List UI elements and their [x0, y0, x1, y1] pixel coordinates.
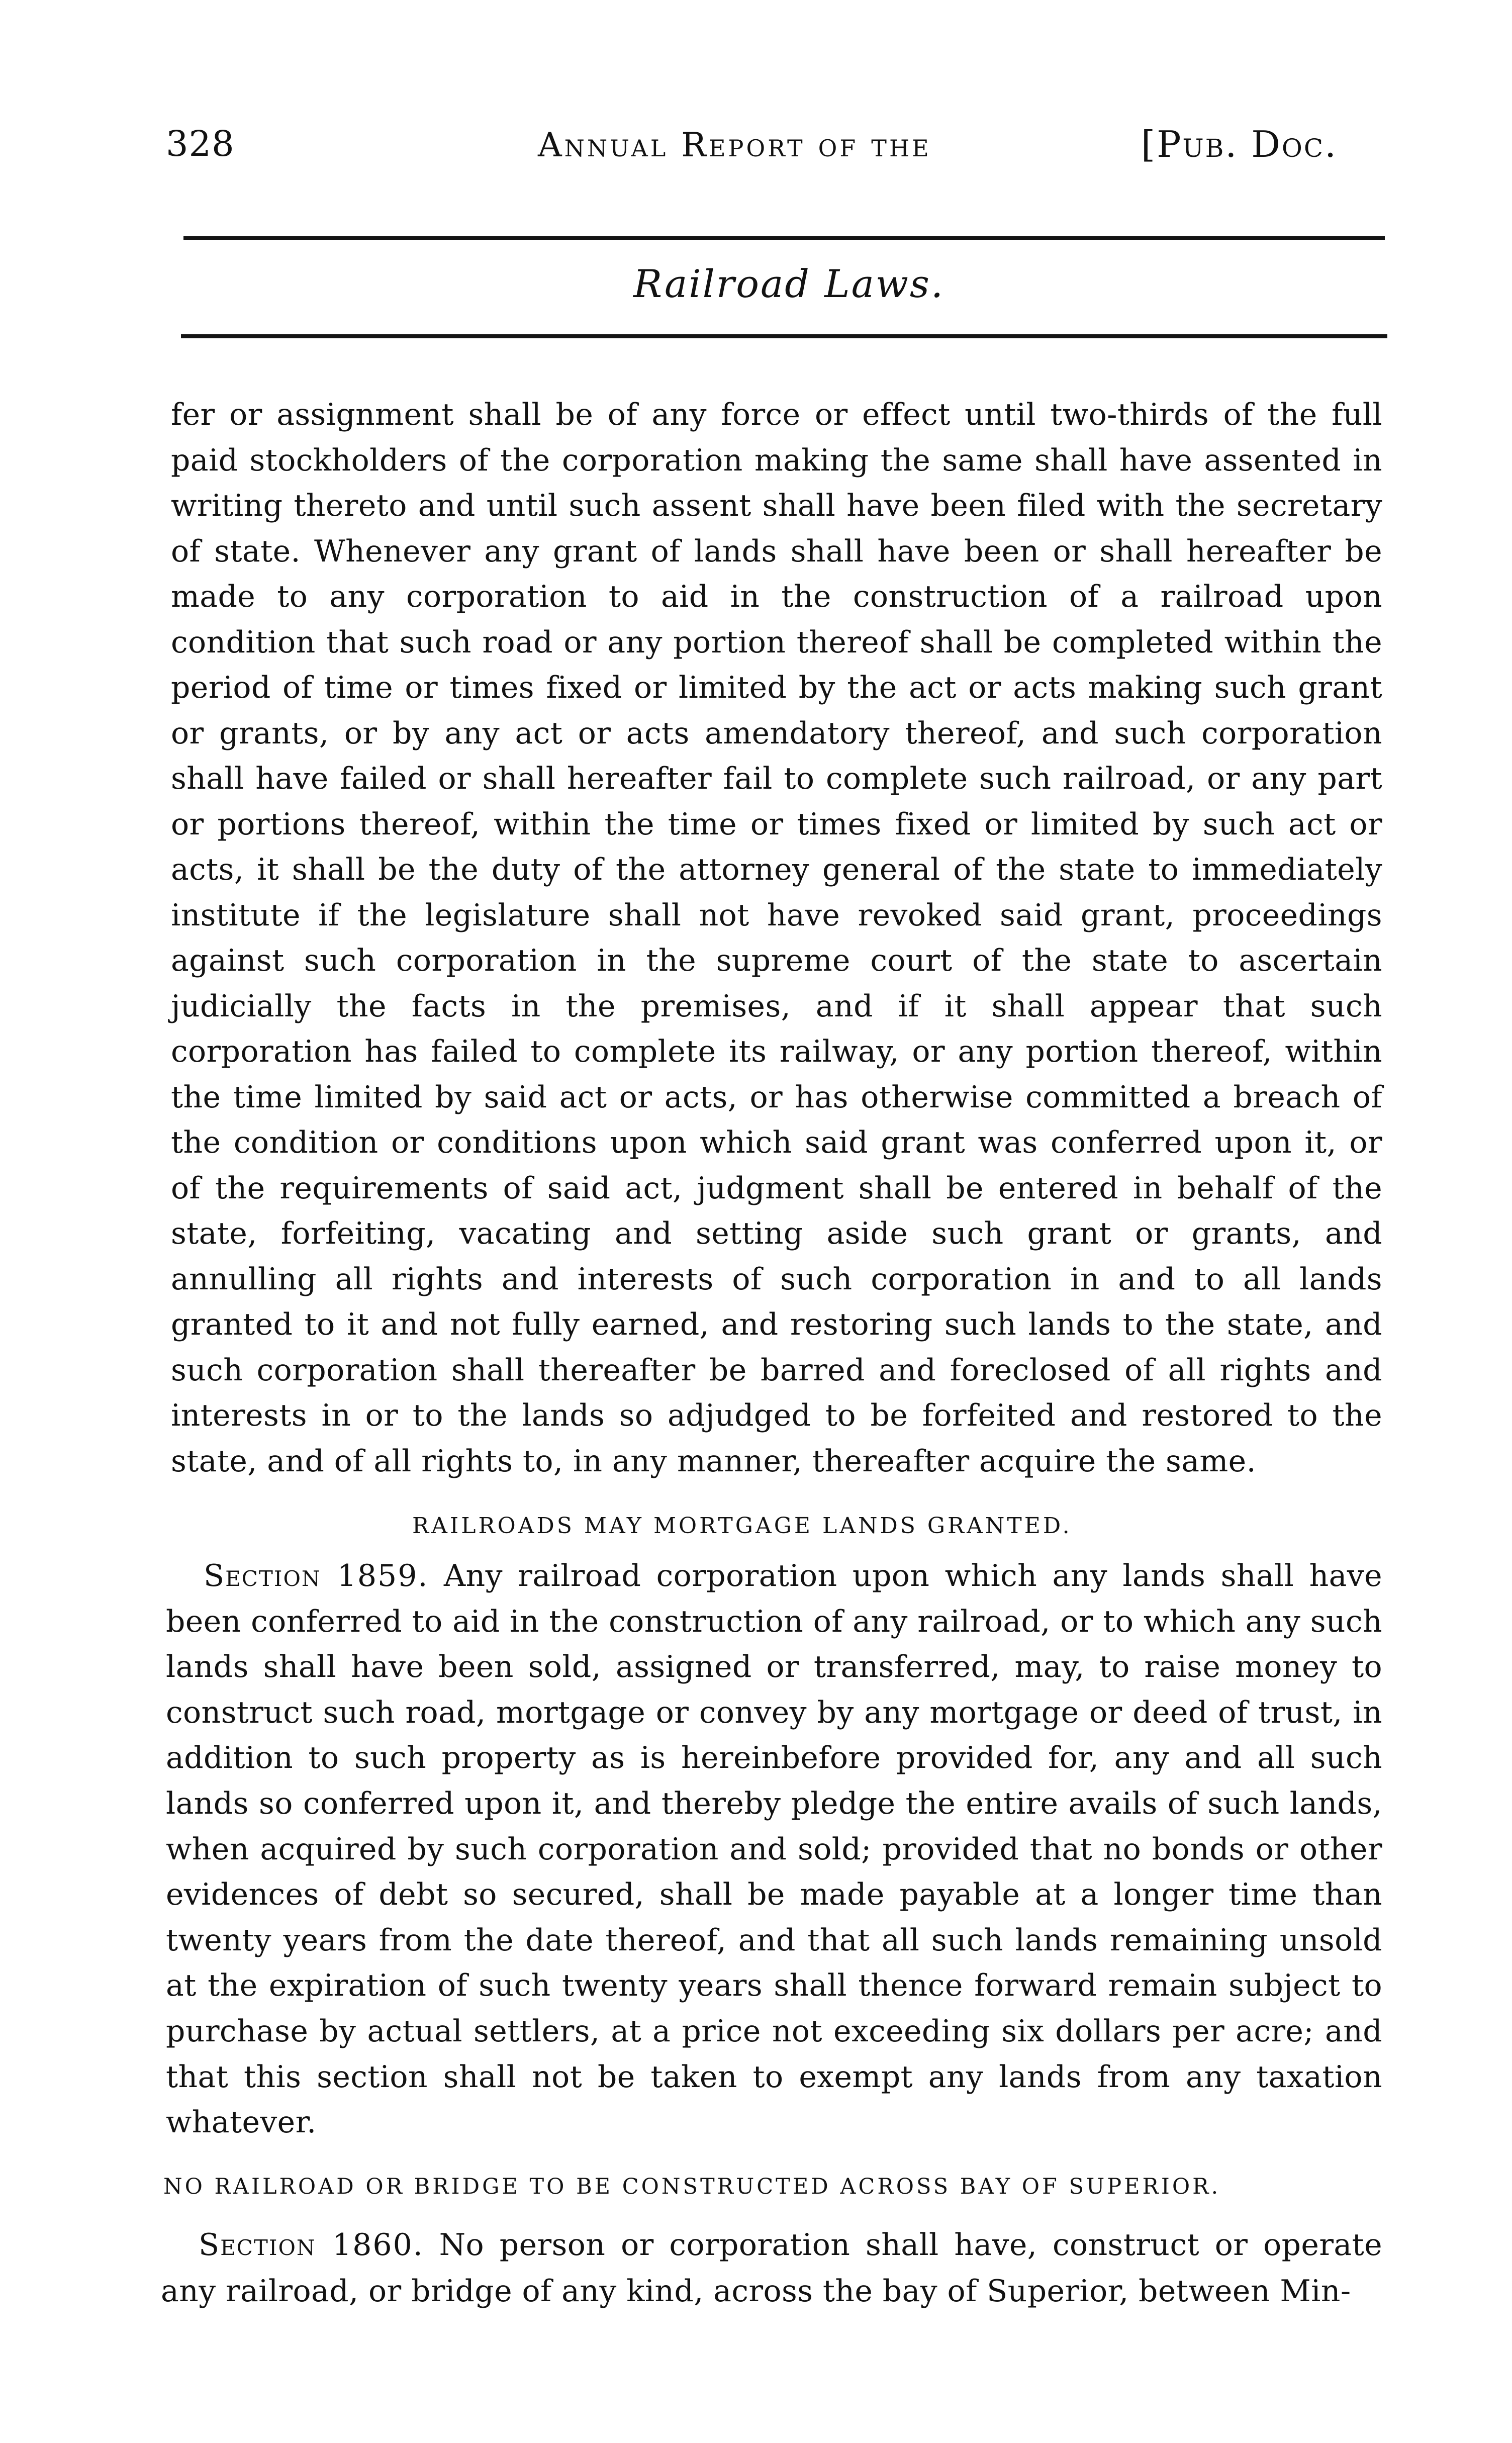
header-rule-top: [183, 236, 1385, 240]
section-1860-paragraph: [161, 2222, 1382, 2314]
section-heading-mortgage-lands: RAILROADS MAY MORTGAGE LANDS GRANTED.: [412, 1513, 1072, 1539]
document-reference: [Pub. Doc.: [1141, 123, 1338, 165]
section-1859-label: Section 1859.: [204, 1558, 429, 1593]
section-1859-paragraph: [166, 1553, 1382, 2145]
page-number: 328: [166, 123, 235, 164]
running-title: Annual Report of the: [538, 126, 931, 164]
section-title: Railroad Laws.: [633, 261, 945, 306]
section-1860-label: Section 1860.: [199, 2227, 424, 2263]
continued-paragraph: fer or assignment shall be of any force or effect until two-thirds of the full paid stockholders of the corporation making the same shall have assented in writing thereto and until such assent shall have been filed with the secretary of state. Whenever any grant of lands shall have been or shall hereafter be made to any corporation to aid in the construction of a railroad upon condition that such road or any portion thereof shall be completed within the period of time or times fixed or limited by the act or acts making such grant or grants, or by any act or acts amendatory thereof, and such corporation shall have failed or shall hereafter fail to complete such railroad, or any part or portions thereof, within the time or times fixed or limited by such act or acts, it shall be the duty of the attorney general of the state to immediately institute if the legislature shall not have revoked said grant, proceedings against such corporation in the supreme court of the state to ascertain judicially the facts in the premises, and if it shall appear that such corporation has failed to complete its railway, or any portion thereof, within the time limited by said act or acts, or has otherwise committed a breach of the condition or conditions upon which said grant was conferred upon it, or of the requirements of said act, judgment shall be entered in behalf of the state, forfeiting, vacating and setting aside such grant or grants, and annulling all rights and interests of such corporation in and to all lands granted to it and not fully earned, and restoring such lands to the state, and such corporation shall thereafter be barred and foreclosed of all rights and interests in or to the lands so adjudged to be forfeited and restored to the state, and of all rights to, in any manner, thereafter acquire the same.: [171, 397, 1382, 1479]
section-heading-bay-of-superior: NO RAILROAD OR BRIDGE TO BE CONSTRUCTED ACROSS BAY OF SUPERIOR.: [163, 2174, 1221, 2199]
header-rule-bottom: [181, 334, 1387, 338]
section-1859-text: Any railroad corporation upon which any lands shall have been conferred to aid in the construction of any railroad, or to which any such lands shall have been sold, assigned or transferred, may, to raise money to construct such road, mortgage or convey by any mortgage or deed of trust, in addition to such property as is hereinbefore provided for, any and all such lands so conferred upon it, and thereby pledge the entire avails of such lands, when acquired by such corporation and sold; provided that no bonds or other evidences of debt so secured, shall be made payable at a longer time than twenty years from the date thereof, and that all such lands remaining unsold at the expiration of such twenty years shall thence forward remain subject to purchase by actual settlers, at a price not exceeding six dollars per acre; and that this section shall not be taken to exempt any lands from any taxation whatever.: [166, 1558, 1382, 2140]
section-1860-text: No person or corporation shall have, construct or operate any railroad, or bridge of any kind, across the bay of Superior, between Min-: [161, 2227, 1382, 2309]
